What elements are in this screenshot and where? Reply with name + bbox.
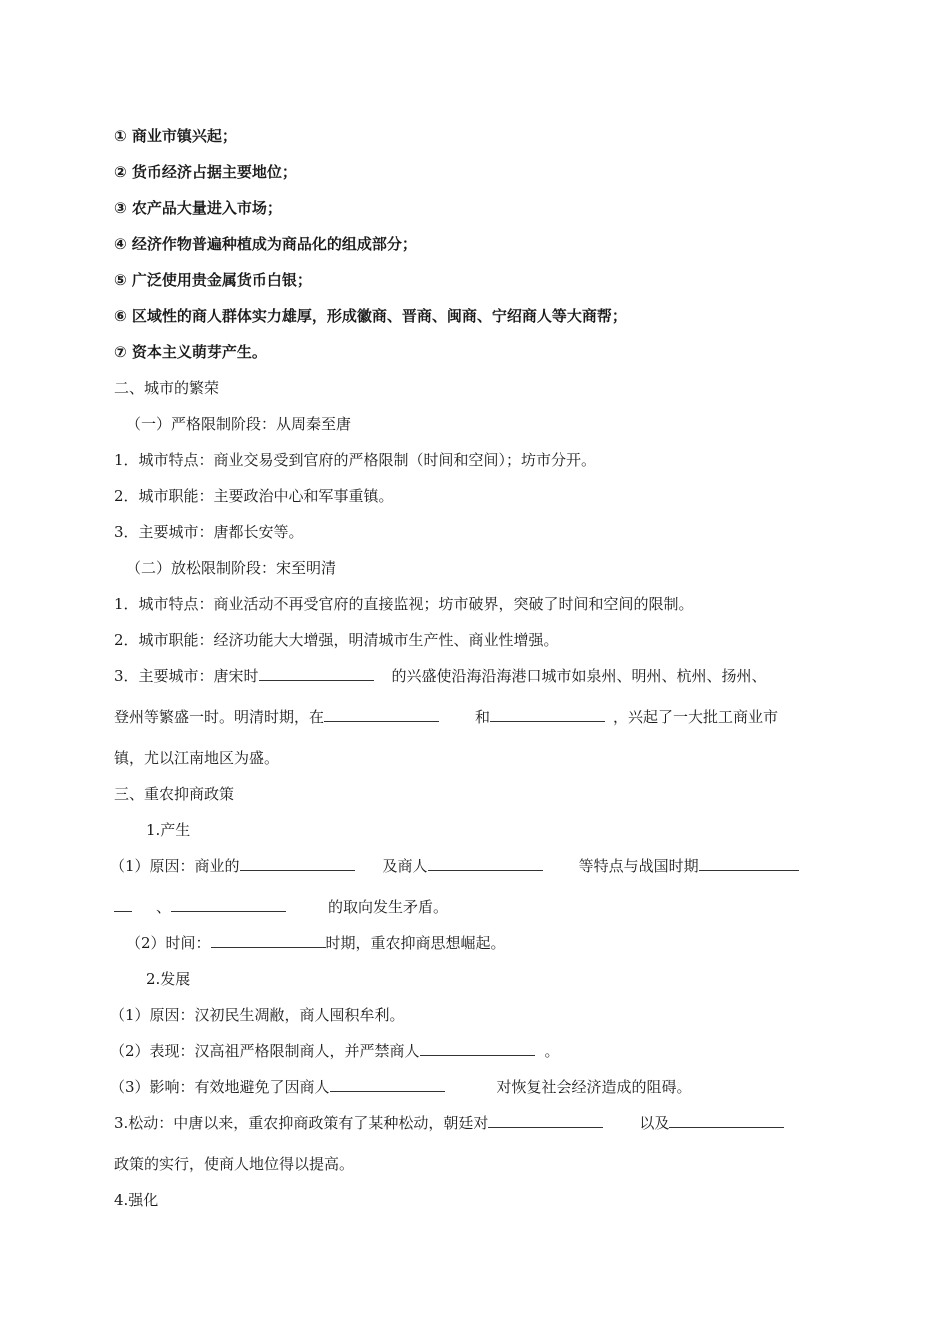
fill-in-blank[interactable] bbox=[211, 932, 326, 948]
text-segment: 等特点与战国时期 bbox=[578, 857, 699, 875]
fill-in-blank[interactable] bbox=[490, 706, 605, 722]
feature-2: ② 货币经济占据主要地位； bbox=[114, 163, 297, 181]
origin-time bbox=[126, 932, 850, 954]
text-segment: 3．主要城市：唐宋时 bbox=[114, 667, 259, 685]
stage-2-point-3-line-3: 镇，尤以江南地区为盛。 bbox=[114, 749, 280, 767]
text-segment: 的兴盛使沿海沿海港口城市如泉州、明州、杭州、扬州、 bbox=[391, 667, 767, 685]
origin-title: 1.产生 bbox=[146, 821, 191, 839]
text-segment: ，兴起了一大批工商业市 bbox=[613, 708, 779, 726]
text-segment: （2）时间： bbox=[126, 934, 211, 952]
text-segment: 时期，重农抑商思想崛起。 bbox=[325, 934, 506, 952]
text-segment: 对恢复社会经济造成的阻碍。 bbox=[496, 1078, 692, 1096]
strengthen-title: 4.强化 bbox=[114, 1191, 159, 1209]
development-show bbox=[110, 1040, 850, 1062]
fill-in-blank[interactable] bbox=[240, 855, 355, 871]
origin-cause-line-1 bbox=[110, 855, 850, 877]
feature-4: ④ 经济作物普遍种植成为商品化的组成部分； bbox=[114, 235, 417, 253]
text-segment: 和 bbox=[475, 708, 491, 726]
stage-2-point-3-line-1 bbox=[114, 665, 850, 687]
fill-in-blank[interactable] bbox=[699, 855, 799, 871]
origin-cause-line-2 bbox=[114, 896, 850, 918]
feature-6: ⑥ 区域性的商人群体实力雄厚，形成徽商、晋商、闽商、宁绍商人等大商帮； bbox=[114, 307, 627, 325]
text-segment: （3）影响：有效地避免了因商人 bbox=[110, 1078, 330, 1096]
section-3-heading: 三、重农抑商政策 bbox=[114, 785, 235, 803]
text-segment: 。 bbox=[544, 1042, 560, 1060]
stage-2-point-3-line-2 bbox=[114, 706, 850, 728]
stage-2-point-2: 2．城市职能：经济功能大大增强，明清城市生产性、商业性增强。 bbox=[114, 631, 559, 649]
stage-2-title: （二）放松限制阶段：宋至明清 bbox=[126, 559, 337, 577]
fill-in-blank[interactable] bbox=[330, 1076, 445, 1092]
fill-in-blank[interactable] bbox=[428, 855, 543, 871]
development-effect bbox=[110, 1076, 850, 1098]
text-segment: 3.松动：中唐以来，重农抑商政策有了某种松动，朝廷对 bbox=[114, 1114, 489, 1132]
section-2-heading: 二、城市的繁荣 bbox=[114, 379, 220, 397]
development-cause: （1）原因：汉初民生凋敝，商人囤积牟利。 bbox=[110, 1006, 405, 1024]
text-segment: 、 bbox=[156, 898, 172, 916]
development-title: 2.发展 bbox=[146, 970, 191, 988]
stage-1-point-2: 2．城市职能：主要政治中心和军事重镇。 bbox=[114, 487, 394, 505]
text-segment: 登州等繁盛一时。明清时期，在 bbox=[114, 708, 325, 726]
stage-1-point-3: 3．主要城市：唐都长安等。 bbox=[114, 523, 304, 541]
fill-in-blank[interactable] bbox=[420, 1040, 535, 1056]
text-segment: （1）原因：商业的 bbox=[110, 857, 240, 875]
fill-in-blank[interactable] bbox=[259, 665, 374, 681]
feature-5: ⑤ 广泛使用贵金属货币白银； bbox=[114, 271, 312, 289]
loosen-line-1 bbox=[114, 1112, 850, 1134]
text-segment: 的取向发生矛盾。 bbox=[328, 898, 449, 916]
text-segment: 及商人 bbox=[382, 857, 428, 875]
feature-3: ③ 农产品大量进入市场； bbox=[114, 199, 282, 217]
fill-in-blank[interactable] bbox=[324, 706, 439, 722]
stage-1-point-1: 1．城市特点：商业交易受到官府的严格限制（时间和空间）；坊市分开。 bbox=[114, 451, 597, 469]
feature-1: ① 商业市镇兴起； bbox=[114, 127, 237, 145]
text-segment: 以及 bbox=[639, 1114, 670, 1132]
fill-in-blank[interactable] bbox=[669, 1112, 784, 1128]
stage-1-title: （一）严格限制阶段：从周秦至唐 bbox=[126, 415, 352, 433]
loosen-line-2: 政策的实行，使商人地位得以提高。 bbox=[114, 1155, 355, 1173]
fill-in-blank[interactable] bbox=[114, 896, 132, 912]
feature-7: ⑦ 资本主义萌芽产生。 bbox=[114, 343, 267, 361]
stage-2-point-1: 1．城市特点：商业活动不再受官府的直接监视；坊市破界，突破了时间和空间的限制。 bbox=[114, 595, 694, 613]
fill-in-blank[interactable] bbox=[171, 896, 286, 912]
text-segment: （2）表现：汉高祖严格限制商人，并严禁商人 bbox=[110, 1042, 420, 1060]
fill-in-blank[interactable] bbox=[488, 1112, 603, 1128]
